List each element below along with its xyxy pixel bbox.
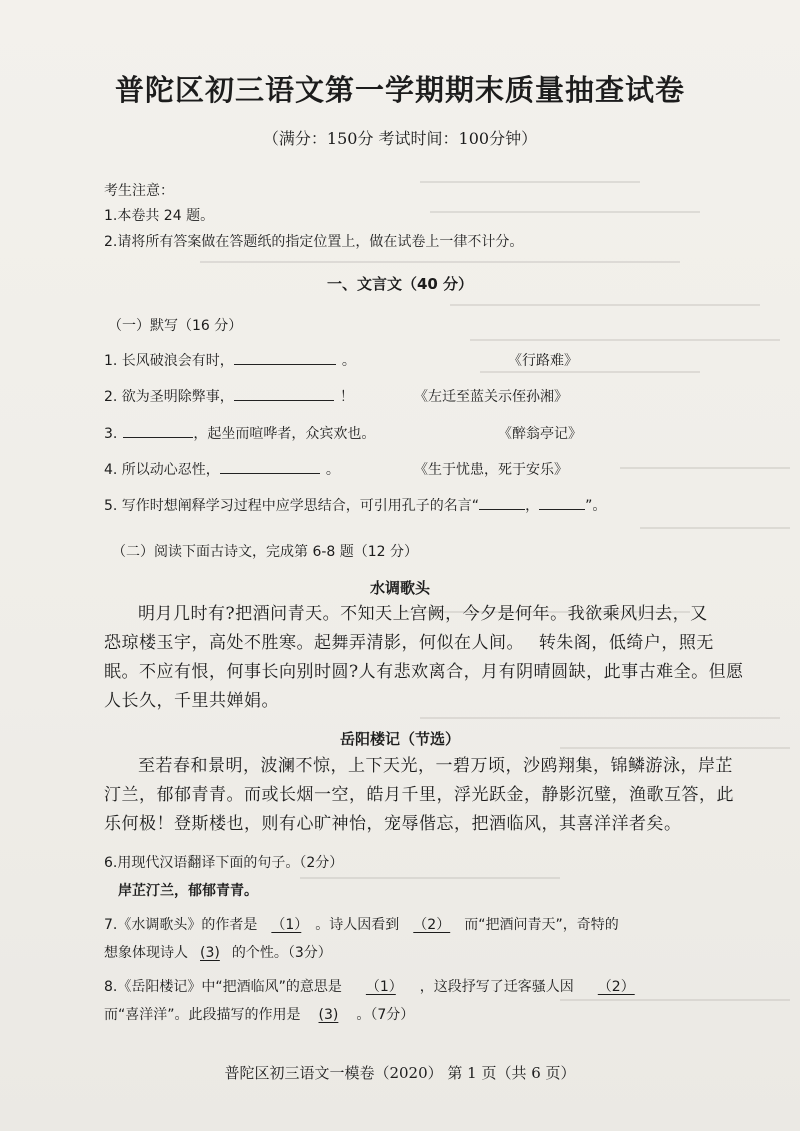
notice-item-2: 2.请将所有答案做在答题纸的指定位置上，做在试卷上一律不计分。 bbox=[104, 234, 524, 250]
question-4: 4. 所以动心忍性， 。 bbox=[104, 459, 340, 479]
answer-blank[interactable]: (3) bbox=[200, 945, 220, 961]
poem-text bbox=[104, 600, 764, 716]
prose-line: 乐何极！登斯楼也，则有心旷神怡，宠辱偕忘，把酒临风，其喜洋洋者矣。 bbox=[104, 814, 682, 834]
prose-line: 至若春和景明，波澜不惊，上下天光，一碧万顷，沙鸥翔集，锦鳞游泳，岸芷 bbox=[138, 756, 733, 776]
section-title: 一、文言文（40 分） bbox=[326, 275, 474, 293]
exam-info: （满分：150分 考试时间：100分钟） bbox=[262, 129, 538, 148]
answer-blank[interactable] bbox=[220, 459, 320, 474]
answer-blank[interactable] bbox=[539, 495, 585, 510]
notice-heading: 考生注意： bbox=[104, 183, 174, 199]
poem-line: 明月几时有?把酒问青天。不知天上宫阙，今夕是何年。我欲乘风归去，又 bbox=[138, 604, 708, 624]
answer-blank[interactable] bbox=[234, 350, 336, 365]
answer-blank[interactable] bbox=[234, 386, 334, 401]
answer-blank[interactable]: （1） bbox=[365, 979, 396, 995]
answer-blank[interactable] bbox=[123, 423, 193, 438]
question-3-source: 《醉翁亭记》 bbox=[498, 426, 582, 442]
answer-blank[interactable] bbox=[479, 495, 525, 510]
question-7-cont: 想象体现诗人 (3) 的个性。（3分） bbox=[104, 945, 332, 961]
part2-heading: （二）阅读下面古诗文，完成第 6-8 题（12 分） bbox=[112, 544, 419, 560]
question-4-source: 《生于忧患，死于安乐》 bbox=[414, 462, 568, 478]
question-1-source: 《行路难》 bbox=[508, 353, 578, 369]
notice-item-1: 1.本卷共 24 题。 bbox=[104, 208, 215, 224]
question-2: 2. 欲为圣明除弊事， ！ bbox=[104, 386, 354, 406]
prose-title: 岳阳楼记（节选） bbox=[339, 730, 460, 748]
question-6: 6.用现代汉语翻译下面的句子。（2分） bbox=[104, 855, 344, 871]
prose-line: 汀兰，郁郁青青。而或长烟一空，皓月千里，浮光跃金，静影沉璧，渔歌互答，此 bbox=[104, 785, 734, 805]
poem-line: 恐琼楼玉宇，高处不胜寒。起舞弄清影，何似在人间。 转朱阁，低绮户，照无 bbox=[104, 633, 714, 653]
answer-blank[interactable]: （2） bbox=[413, 917, 451, 933]
answer-blank[interactable]: （2） bbox=[597, 979, 635, 995]
page-footer: 普陀区初三语文一模卷（2020） 第 1 页（共 6 页） bbox=[224, 1064, 576, 1082]
question-1: 1. 长风破浪会有时， 。 bbox=[104, 350, 356, 370]
question-5: 5. 写作时想阐释学习过程中应学思结合，可引用孔子的名言“ ， ”。 bbox=[104, 495, 606, 515]
part1-heading: （一）默写（16 分） bbox=[108, 318, 243, 334]
question-6-sentence: 岸芷汀兰，郁郁青青。 bbox=[118, 883, 258, 899]
question-2-source: 《左迁至蓝关示侄孙湘》 bbox=[414, 389, 568, 405]
question-8-cont: 而“喜洋洋”。此段描写的作用是 (3) 。（7分） bbox=[104, 1007, 415, 1023]
poem-line: 人长久，千里共婵娟。 bbox=[104, 691, 279, 711]
question-7: 7.《水调歌头》的作者是 （1） 。诗人因看到 （2） 而“把酒问青天”，奇特的 bbox=[104, 917, 619, 933]
answer-blank[interactable]: （1） bbox=[271, 917, 302, 933]
page-title: 普陀区初三语文第一学期期末质量抽查试卷 bbox=[114, 73, 685, 107]
answer-blank[interactable]: (3) bbox=[318, 1007, 339, 1023]
prose-text bbox=[104, 752, 764, 839]
poem-line: 眠。不应有恨，何事长向别时圆?人有悲欢离合，月有阴晴圆缺，此事古难全。但愿 bbox=[104, 662, 744, 682]
question-8: 8.《岳阳楼记》中“把酒临风”的意思是 （1） ，这段抒写了迁客骚人因 （2） bbox=[104, 976, 659, 996]
question-3: 3. ，起坐而喧哗者，众宾欢也。 bbox=[104, 423, 375, 443]
poem-title: 水调歌头 bbox=[369, 579, 430, 597]
